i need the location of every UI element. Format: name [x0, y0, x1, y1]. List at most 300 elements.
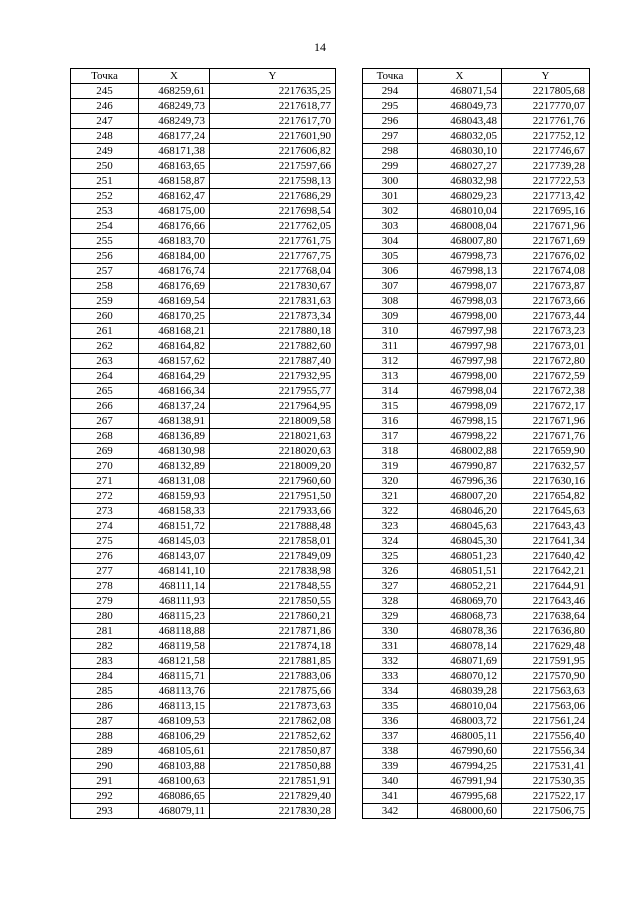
point-number-cell: 252: [71, 189, 139, 204]
table-row: [71, 324, 336, 339]
x-coordinate-cell: 468164,29: [139, 369, 210, 384]
x-coordinate-cell: 468177,24: [139, 129, 210, 144]
x-coordinate-cell: 468030,10: [418, 144, 502, 159]
point-number-cell: 336: [363, 714, 418, 729]
point-number-cell: 265: [71, 384, 139, 399]
point-number-cell: 274: [71, 519, 139, 534]
y-coordinate-cell: 2217645,63: [502, 504, 590, 519]
y-coordinate-cell: 2217860,21: [210, 609, 336, 624]
y-coordinate-cell: 2217830,67: [210, 279, 336, 294]
table-row: [71, 204, 336, 219]
table-row: [363, 714, 590, 729]
y-coordinate-cell: 2217642,21: [502, 564, 590, 579]
y-coordinate-cell: 2217887,40: [210, 354, 336, 369]
y-coordinate-cell: 2217831,63: [210, 294, 336, 309]
header-point: Точка: [71, 69, 139, 84]
y-coordinate-cell: 2217851,91: [210, 774, 336, 789]
point-number-cell: 269: [71, 444, 139, 459]
x-coordinate-cell: 468176,66: [139, 219, 210, 234]
table-row: [363, 624, 590, 639]
point-number-cell: 317: [363, 429, 418, 444]
x-coordinate-cell: 468131,08: [139, 474, 210, 489]
table-row: [71, 654, 336, 669]
y-coordinate-cell: 2217640,42: [502, 549, 590, 564]
table-row: [71, 219, 336, 234]
point-number-cell: 277: [71, 564, 139, 579]
point-number-cell: 332: [363, 654, 418, 669]
table-row: [363, 549, 590, 564]
y-coordinate-cell: 2217674,08: [502, 264, 590, 279]
x-coordinate-cell: 468175,00: [139, 204, 210, 219]
point-number-cell: 284: [71, 669, 139, 684]
x-coordinate-cell: 468078,36: [418, 624, 502, 639]
x-coordinate-cell: 468079,11: [139, 804, 210, 819]
x-coordinate-cell: 468138,91: [139, 414, 210, 429]
y-coordinate-cell: 2217768,04: [210, 264, 336, 279]
y-coordinate-cell: 2217597,66: [210, 159, 336, 174]
point-number-cell: 282: [71, 639, 139, 654]
table-row: [363, 219, 590, 234]
table-header-row: [71, 69, 336, 84]
table-row: [363, 114, 590, 129]
table-row: [363, 234, 590, 249]
y-coordinate-cell: 2217591,95: [502, 654, 590, 669]
y-coordinate-cell: 2217852,62: [210, 729, 336, 744]
x-coordinate-cell: 468046,20: [418, 504, 502, 519]
y-coordinate-cell: 2218021,63: [210, 429, 336, 444]
y-coordinate-cell: 2217770,07: [502, 99, 590, 114]
x-coordinate-cell: 467998,04: [418, 384, 502, 399]
table-row: [71, 579, 336, 594]
y-coordinate-cell: 2217850,88: [210, 759, 336, 774]
point-number-cell: 296: [363, 114, 418, 129]
point-number-cell: 330: [363, 624, 418, 639]
x-coordinate-cell: 468051,51: [418, 564, 502, 579]
table-row: [363, 354, 590, 369]
y-coordinate-cell: 2217850,87: [210, 744, 336, 759]
y-coordinate-cell: 2217838,98: [210, 564, 336, 579]
point-number-cell: 270: [71, 459, 139, 474]
x-coordinate-cell: 468070,12: [418, 669, 502, 684]
point-number-cell: 249: [71, 144, 139, 159]
y-coordinate-cell: 2217506,75: [502, 804, 590, 819]
y-coordinate-cell: 2217761,76: [502, 114, 590, 129]
point-number-cell: 328: [363, 594, 418, 609]
y-coordinate-cell: 2217883,06: [210, 669, 336, 684]
y-coordinate-cell: 2217882,60: [210, 339, 336, 354]
table-row: [363, 489, 590, 504]
y-coordinate-cell: 2217630,16: [502, 474, 590, 489]
table-row: [363, 249, 590, 264]
point-number-cell: 254: [71, 219, 139, 234]
y-coordinate-cell: 2217618,77: [210, 99, 336, 114]
point-number-cell: 293: [71, 804, 139, 819]
point-number-cell: 335: [363, 699, 418, 714]
table-row: [363, 99, 590, 114]
y-coordinate-cell: 2217695,16: [502, 204, 590, 219]
point-number-cell: 311: [363, 339, 418, 354]
x-coordinate-cell: 468068,73: [418, 609, 502, 624]
y-coordinate-cell: 2217643,46: [502, 594, 590, 609]
point-number-cell: 320: [363, 474, 418, 489]
y-coordinate-cell: 2217570,90: [502, 669, 590, 684]
table-row: [363, 444, 590, 459]
table-row: [71, 99, 336, 114]
x-coordinate-cell: 468176,74: [139, 264, 210, 279]
y-coordinate-cell: 2217556,34: [502, 744, 590, 759]
y-coordinate-cell: 2217873,34: [210, 309, 336, 324]
page-number: 14: [314, 40, 326, 54]
point-number-cell: 273: [71, 504, 139, 519]
x-coordinate-cell: 468007,20: [418, 489, 502, 504]
table-row: [71, 144, 336, 159]
x-coordinate-cell: 468032,98: [418, 174, 502, 189]
point-number-cell: 331: [363, 639, 418, 654]
y-coordinate-cell: 2217767,75: [210, 249, 336, 264]
y-coordinate-cell: 2217522,17: [502, 789, 590, 804]
y-coordinate-cell: 2217673,23: [502, 324, 590, 339]
table-row: [71, 249, 336, 264]
point-number-cell: 298: [363, 144, 418, 159]
y-coordinate-cell: 2217960,60: [210, 474, 336, 489]
point-number-cell: 267: [71, 414, 139, 429]
point-number-cell: 325: [363, 549, 418, 564]
point-number-cell: 285: [71, 684, 139, 699]
x-coordinate-cell: 468111,14: [139, 579, 210, 594]
point-number-cell: 247: [71, 114, 139, 129]
x-coordinate-cell: 467991,94: [418, 774, 502, 789]
y-coordinate-cell: 2218020,63: [210, 444, 336, 459]
x-coordinate-cell: 468003,72: [418, 714, 502, 729]
table-row: [363, 639, 590, 654]
table-row: [71, 489, 336, 504]
table-row: [363, 309, 590, 324]
x-coordinate-cell: 468157,62: [139, 354, 210, 369]
point-number-cell: 314: [363, 384, 418, 399]
table-row: [363, 474, 590, 489]
y-coordinate-cell: 2217874,18: [210, 639, 336, 654]
point-number-cell: 272: [71, 489, 139, 504]
point-number-cell: 326: [363, 564, 418, 579]
y-coordinate-cell: 2217644,91: [502, 579, 590, 594]
table-row: [71, 759, 336, 774]
point-number-cell: 301: [363, 189, 418, 204]
x-coordinate-cell: 468184,00: [139, 249, 210, 264]
x-coordinate-cell: 467990,87: [418, 459, 502, 474]
y-coordinate-cell: 2217672,17: [502, 399, 590, 414]
table-row: [363, 729, 590, 744]
x-coordinate-cell: 468115,23: [139, 609, 210, 624]
x-coordinate-cell: 468052,21: [418, 579, 502, 594]
table-row: [363, 459, 590, 474]
point-number-cell: 253: [71, 204, 139, 219]
y-coordinate-cell: 2217752,12: [502, 129, 590, 144]
y-coordinate-cell: 2217722,53: [502, 174, 590, 189]
y-coordinate-cell: 2217850,55: [210, 594, 336, 609]
point-number-cell: 281: [71, 624, 139, 639]
x-coordinate-cell: 468119,58: [139, 639, 210, 654]
point-number-cell: 268: [71, 429, 139, 444]
y-coordinate-cell: 2217713,42: [502, 189, 590, 204]
point-number-cell: 250: [71, 159, 139, 174]
x-coordinate-cell: 468086,65: [139, 789, 210, 804]
x-coordinate-cell: 468118,88: [139, 624, 210, 639]
point-number-cell: 342: [363, 804, 418, 819]
table-row: [71, 459, 336, 474]
point-number-cell: 323: [363, 519, 418, 534]
y-coordinate-cell: 2217673,01: [502, 339, 590, 354]
table-row: [71, 549, 336, 564]
y-coordinate-cell: 2217676,02: [502, 249, 590, 264]
y-coordinate-cell: 2217635,25: [210, 84, 336, 99]
point-number-cell: 340: [363, 774, 418, 789]
x-coordinate-cell: 467998,15: [418, 414, 502, 429]
x-coordinate-cell: 468007,80: [418, 234, 502, 249]
point-number-cell: 302: [363, 204, 418, 219]
y-coordinate-cell: 2217606,82: [210, 144, 336, 159]
table-row: [363, 519, 590, 534]
x-coordinate-cell: 468005,11: [418, 729, 502, 744]
point-number-cell: 333: [363, 669, 418, 684]
point-number-cell: 318: [363, 444, 418, 459]
x-coordinate-cell: 468164,82: [139, 339, 210, 354]
y-coordinate-cell: 2217671,76: [502, 429, 590, 444]
x-coordinate-cell: 468049,73: [418, 99, 502, 114]
table-row: [71, 714, 336, 729]
point-number-cell: 262: [71, 339, 139, 354]
x-coordinate-cell: 468249,73: [139, 114, 210, 129]
point-number-cell: 260: [71, 309, 139, 324]
point-number-cell: 251: [71, 174, 139, 189]
point-number-cell: 300: [363, 174, 418, 189]
y-coordinate-cell: 2217830,28: [210, 804, 336, 819]
point-number-cell: 257: [71, 264, 139, 279]
x-coordinate-cell: 468000,60: [418, 804, 502, 819]
y-coordinate-cell: 2217636,80: [502, 624, 590, 639]
table-row: [363, 159, 590, 174]
table-row: [71, 264, 336, 279]
point-number-cell: 334: [363, 684, 418, 699]
y-coordinate-cell: 2217641,34: [502, 534, 590, 549]
point-number-cell: 292: [71, 789, 139, 804]
table-row: [363, 609, 590, 624]
y-coordinate-cell: 2217673,44: [502, 309, 590, 324]
table-row: [363, 534, 590, 549]
coordinates-table-left: [70, 68, 336, 819]
table-row: [71, 474, 336, 489]
point-number-cell: 308: [363, 294, 418, 309]
y-coordinate-cell: 2218009,20: [210, 459, 336, 474]
x-coordinate-cell: 468043,48: [418, 114, 502, 129]
y-coordinate-cell: 2217601,90: [210, 129, 336, 144]
table-row: [71, 669, 336, 684]
x-coordinate-cell: 468159,93: [139, 489, 210, 504]
table-row: [71, 684, 336, 699]
point-number-cell: 339: [363, 759, 418, 774]
x-coordinate-cell: 468183,70: [139, 234, 210, 249]
header-x: X: [139, 69, 210, 84]
table-row: [363, 414, 590, 429]
x-coordinate-cell: 467998,03: [418, 294, 502, 309]
table-row: [71, 174, 336, 189]
table-row: [71, 159, 336, 174]
point-number-cell: 287: [71, 714, 139, 729]
table-row: [363, 279, 590, 294]
table-row: [71, 519, 336, 534]
point-number-cell: 283: [71, 654, 139, 669]
x-coordinate-cell: 467998,13: [418, 264, 502, 279]
table-row: [363, 594, 590, 609]
x-coordinate-cell: 468132,89: [139, 459, 210, 474]
x-coordinate-cell: 468032,05: [418, 129, 502, 144]
table-row: [71, 504, 336, 519]
header-y: Y: [210, 69, 336, 84]
table-row: [363, 369, 590, 384]
x-coordinate-cell: 468171,38: [139, 144, 210, 159]
header-point: Точка: [363, 69, 418, 84]
x-coordinate-cell: 467998,22: [418, 429, 502, 444]
x-coordinate-cell: 468130,98: [139, 444, 210, 459]
point-number-cell: 310: [363, 324, 418, 339]
x-coordinate-cell: 468151,72: [139, 519, 210, 534]
x-coordinate-cell: 468168,21: [139, 324, 210, 339]
x-coordinate-cell: 468051,23: [418, 549, 502, 564]
table-row: [363, 264, 590, 279]
point-number-cell: 248: [71, 129, 139, 144]
point-number-cell: 278: [71, 579, 139, 594]
table-row: [71, 729, 336, 744]
table-row: [71, 534, 336, 549]
y-coordinate-cell: 2217671,96: [502, 219, 590, 234]
x-coordinate-cell: 468166,34: [139, 384, 210, 399]
point-number-cell: 255: [71, 234, 139, 249]
table-row: [71, 624, 336, 639]
table-row: [71, 744, 336, 759]
x-coordinate-cell: 467997,98: [418, 339, 502, 354]
point-number-cell: 341: [363, 789, 418, 804]
table-row: [71, 339, 336, 354]
table-row: [363, 789, 590, 804]
x-coordinate-cell: 468010,04: [418, 699, 502, 714]
table-row: [71, 354, 336, 369]
table-row: [363, 774, 590, 789]
point-number-cell: 327: [363, 579, 418, 594]
y-coordinate-cell: 2217673,66: [502, 294, 590, 309]
point-number-cell: 246: [71, 99, 139, 114]
y-coordinate-cell: 2217739,28: [502, 159, 590, 174]
x-coordinate-cell: 468169,54: [139, 294, 210, 309]
x-coordinate-cell: 468158,87: [139, 174, 210, 189]
point-number-cell: 279: [71, 594, 139, 609]
point-number-cell: 275: [71, 534, 139, 549]
point-number-cell: 276: [71, 549, 139, 564]
table-row: [71, 399, 336, 414]
table-row: [363, 804, 590, 819]
y-coordinate-cell: 2217686,29: [210, 189, 336, 204]
x-coordinate-cell: 467994,25: [418, 759, 502, 774]
table-row: [363, 144, 590, 159]
y-coordinate-cell: 2217629,48: [502, 639, 590, 654]
y-coordinate-cell: 2217673,87: [502, 279, 590, 294]
table-row: [71, 294, 336, 309]
table-row: [363, 684, 590, 699]
point-number-cell: 299: [363, 159, 418, 174]
x-coordinate-cell: 468045,63: [418, 519, 502, 534]
y-coordinate-cell: 2217598,13: [210, 174, 336, 189]
x-coordinate-cell: 468136,89: [139, 429, 210, 444]
y-coordinate-cell: 2217848,55: [210, 579, 336, 594]
x-coordinate-cell: 468141,10: [139, 564, 210, 579]
point-number-cell: 324: [363, 534, 418, 549]
y-coordinate-cell: 2217805,68: [502, 84, 590, 99]
y-coordinate-cell: 2217556,40: [502, 729, 590, 744]
table-row: [71, 84, 336, 99]
table-header-row: [363, 69, 590, 84]
x-coordinate-cell: 468103,88: [139, 759, 210, 774]
point-number-cell: 316: [363, 414, 418, 429]
point-number-cell: 289: [71, 744, 139, 759]
y-coordinate-cell: 2217632,57: [502, 459, 590, 474]
y-coordinate-cell: 2217964,95: [210, 399, 336, 414]
y-coordinate-cell: 2217932,95: [210, 369, 336, 384]
point-number-cell: 245: [71, 84, 139, 99]
table-row: [71, 594, 336, 609]
x-coordinate-cell: 468002,88: [418, 444, 502, 459]
table-row: [71, 309, 336, 324]
table-row: [71, 564, 336, 579]
table-row: [71, 189, 336, 204]
y-coordinate-cell: 2217654,82: [502, 489, 590, 504]
table-row: [71, 369, 336, 384]
table-row: [363, 429, 590, 444]
x-coordinate-cell: 468176,69: [139, 279, 210, 294]
point-number-cell: 303: [363, 219, 418, 234]
coordinates-table-right: [362, 68, 590, 819]
point-number-cell: 291: [71, 774, 139, 789]
point-number-cell: 261: [71, 324, 139, 339]
y-coordinate-cell: 2217643,43: [502, 519, 590, 534]
table-row: [71, 639, 336, 654]
x-coordinate-cell: 468109,53: [139, 714, 210, 729]
point-number-cell: 307: [363, 279, 418, 294]
x-coordinate-cell: 467996,36: [418, 474, 502, 489]
x-coordinate-cell: 468111,93: [139, 594, 210, 609]
table-row: [363, 84, 590, 99]
point-number-cell: 288: [71, 729, 139, 744]
y-coordinate-cell: 2217880,18: [210, 324, 336, 339]
point-number-cell: 312: [363, 354, 418, 369]
table-row: [363, 339, 590, 354]
y-coordinate-cell: 2218009,58: [210, 414, 336, 429]
point-number-cell: 329: [363, 609, 418, 624]
header-x: X: [418, 69, 502, 84]
x-coordinate-cell: 468170,25: [139, 309, 210, 324]
x-coordinate-cell: 468100,63: [139, 774, 210, 789]
table-row: [363, 669, 590, 684]
x-coordinate-cell: 468145,03: [139, 534, 210, 549]
point-number-cell: 306: [363, 264, 418, 279]
y-coordinate-cell: 2217561,24: [502, 714, 590, 729]
x-coordinate-cell: 467998,00: [418, 309, 502, 324]
x-coordinate-cell: 468137,24: [139, 399, 210, 414]
y-coordinate-cell: 2217672,80: [502, 354, 590, 369]
table-row: [363, 564, 590, 579]
x-coordinate-cell: 467997,98: [418, 324, 502, 339]
x-coordinate-cell: 467998,09: [418, 399, 502, 414]
point-number-cell: 290: [71, 759, 139, 774]
x-coordinate-cell: 468121,58: [139, 654, 210, 669]
table-row: [71, 429, 336, 444]
